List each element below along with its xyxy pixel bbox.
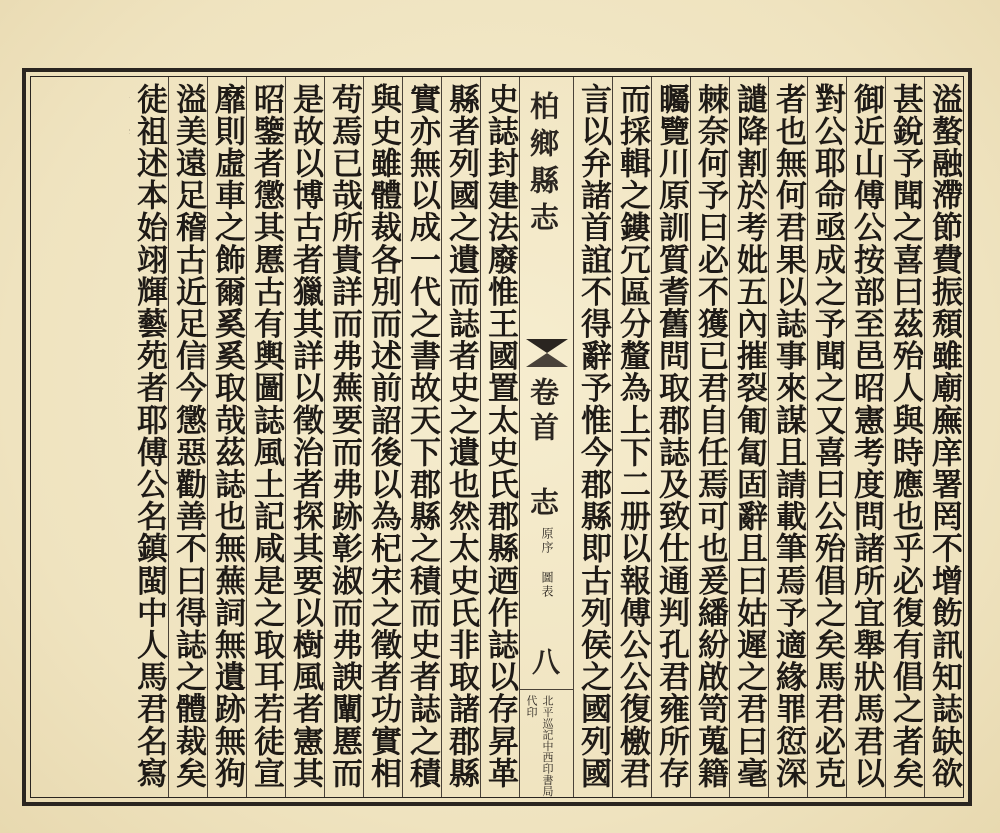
text-column: 縣者列國之遺而誌者史之遺也然太史氏非取諸郡縣 — [441, 77, 480, 797]
text-column: 靡則虛車之飾爾奚奚取哉茲誌也無蕪詞無遺跡無狗 — [207, 77, 246, 797]
section-label: 原序 圖表 — [540, 527, 554, 599]
text-column: 甚銳予聞之喜曰茲殆人與時應也乎必復有倡之者矣 — [885, 77, 924, 797]
text-column: 與史雖體裁各別而述前詔後以為杞宋之徵者功實相 — [363, 77, 402, 797]
text-column: 者也無何君果以誌事來謀且請載筆焉予適緣罪愆深 — [768, 77, 807, 797]
text-column: 昭鑒者懲其慝古有輿圖誌風土記咸是之取耳若徒宣 — [246, 77, 285, 797]
volume-label: 卷首 志 — [526, 377, 560, 522]
fishtail-mark-lower-icon — [526, 353, 568, 367]
text-column: 矚覽川原訓質耆舊問取郡誌及致仕通判孔君雍所存 — [651, 77, 690, 797]
printer-imprint: 北平巡記中西印書局代印 — [525, 695, 554, 797]
page-number: 八 — [528, 647, 561, 675]
text-column: 徒祖述本始翊輝藝苑者耶傅公名鎮閩中人馬君名寫 — [131, 83, 167, 790]
text-columns — [31, 77, 963, 797]
center-fold — [519, 77, 573, 797]
fold-divider — [520, 689, 574, 690]
text-column: 譴降割於考妣五內摧裂匍匐固辭且曰姑遲之君曰毫 — [729, 77, 768, 797]
text-column: 史誌封建法廢惟王國置太史氏郡縣迺作誌以存昇革 — [480, 77, 519, 797]
text-column: 言以弁諸首誼不得辭予惟今郡縣即古列侯之國列國 — [573, 77, 612, 797]
book-title: 柏鄉縣志 — [526, 91, 560, 239]
text-column: 對公耶命亟成之予聞之又喜曰公殆倡之矣馬君必克 — [807, 77, 846, 797]
fishtail-mark-icon — [526, 339, 568, 353]
text-column: 溢螯融滯節費振頹雖廟廡庠署罔不增飭訊知誌缺欲 — [924, 77, 963, 797]
text-column: 實亦無以成一代之書故天下郡縣之積而史者誌之積 — [402, 77, 441, 797]
text-column: 御近山傅公按部至邑昭憲考度問諸所宜舉狀馬君以 — [846, 77, 885, 797]
text-column: 是故以博古者獵其詳以徵治者探其要以樹風者憲其 — [285, 77, 324, 797]
text-column: 苟焉已哉所貴詳而弗蕪要而弗跡彰淑而弗諛闡慝而 — [324, 77, 363, 797]
text-column: 而採輯之鏤冗區分釐為上下二册以報傅公公復檄君 — [612, 77, 651, 797]
text-column: 溢美遠足稽古近足信今懲惡勸善不曰得誌之體裁矣 — [168, 77, 207, 797]
text-column: 棘奈何予曰必不獲已君自任焉可也爰繙紛啟笥蒐籍 — [690, 77, 729, 797]
